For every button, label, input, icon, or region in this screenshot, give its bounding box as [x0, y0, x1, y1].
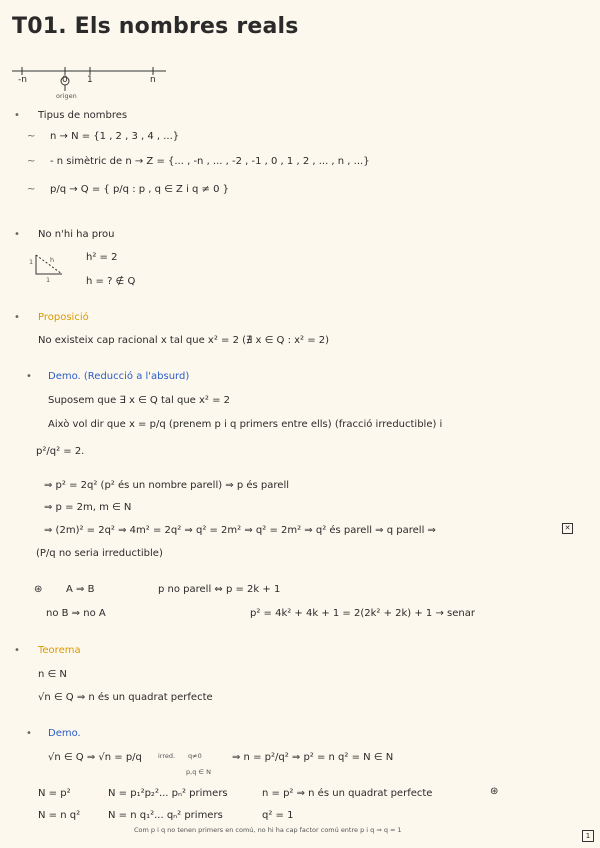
- demo-line: (P/q no seria irreductible): [36, 548, 163, 559]
- demo-line: A ⇒ B: [66, 584, 95, 595]
- theorem-heading: Teorema: [38, 645, 81, 656]
- contradiction-symbol: ✕: [562, 523, 573, 534]
- note-circle-marker: ⊛: [34, 584, 43, 595]
- note-circle-marker: ⊛: [490, 786, 499, 797]
- demo-line: N = n q₁²... qₙ² primers: [108, 810, 223, 821]
- proposition-statement: No existeix cap racional x tal que x² = 2 (∄ x ∈ Q : x² = 2): [38, 335, 330, 346]
- demo-line: Suposem que ∃ x ∈ Q tal que x² = 2: [48, 395, 231, 406]
- section-heading-types: Tipus de nombres: [38, 110, 128, 121]
- bullet-dot: •: [26, 728, 32, 739]
- number-line: [0, 0, 600, 110]
- page-title: T01. Els nombres reals: [12, 14, 299, 39]
- bullet-dot: •: [14, 229, 20, 240]
- bullet-dot: •: [14, 110, 20, 121]
- demo-line: no B ⇒ no A: [46, 608, 106, 619]
- demo-line: p² = 4k² + 4k + 1 = 2(2k² + 2k) + 1 → senar: [250, 608, 475, 619]
- triangle-hypotenuse-label: h: [50, 256, 55, 264]
- bullet-dot: •: [14, 645, 20, 656]
- demo-line: ⇒ (2m)² = 2q² ⇒ 4m² = 2q² ⇒ q² = 2m² ⇒ q² = 2m² ⇒ q² és parell ⇒ q parell ⇒: [44, 525, 436, 536]
- demo-line: N = p²: [38, 788, 71, 799]
- demo-line: p no parell ⇔ p = 2k + 1: [158, 584, 281, 595]
- dash-marker: ~: [27, 184, 36, 195]
- tick-label-n: n: [150, 75, 156, 85]
- bullet-dot: •: [14, 312, 20, 323]
- integers-line: - n simètric de n → Z = {... , -n , ... , -2 , -1 , 0 , 1 , 2 , ... , n , ...}: [50, 156, 370, 167]
- demo-note: p,q ∈ N: [186, 768, 211, 776]
- demo-line: n = p² ⇒ n és un quadrat perfecte: [262, 788, 433, 799]
- naturals-line: n → N = {1 , 2 , 3 , 4 , ...}: [50, 131, 180, 142]
- section-heading-not-enough: No n'hi ha prou: [38, 229, 115, 240]
- demo-line: Això vol dir que x = p/q (prenem p i q primers entre ells) (fracció irreductible) i: [48, 419, 443, 430]
- theorem-line: √n ∈ Q ⇒ n és un quadrat perfecte: [38, 692, 213, 703]
- h-squared-line: h² = 2: [86, 252, 118, 263]
- origin-label: origen: [56, 92, 77, 100]
- demo-line: ⇒ p² = 2q² (p² és un nombre parell) ⇒ p és parell: [44, 480, 290, 491]
- rationals-line: p/q → Q = { p/q : p , q ∈ Z i q ≠ 0 }: [50, 184, 230, 195]
- demo-footnote: Com p i q no tenen primers en comú, no hi ha cap factor comú entre p i q ⇒ q = 1: [134, 826, 402, 834]
- demo-line: ⇒ p = 2m, m ∈ N: [44, 502, 132, 513]
- demo-line: N = p₁²p₂²... pₙ² primers: [108, 788, 228, 799]
- demo-line: p²/q² = 2.: [36, 446, 85, 457]
- demo-note: q≠0: [188, 752, 202, 760]
- triangle-side-label: 1: [29, 258, 34, 266]
- demo-heading: Demo. (Reducció a l'absurd): [48, 371, 190, 382]
- demo-line: √n ∈ Q ⇒ √n = p/q: [48, 752, 142, 763]
- tick-label-neg-n: -n: [18, 75, 27, 85]
- demo-note: irred.: [158, 752, 176, 760]
- demo-line: q² = 1: [262, 810, 294, 821]
- theorem-line: n ∈ N: [38, 669, 67, 680]
- tick-label-one: 1: [87, 75, 93, 85]
- triangle-side-label: 1: [46, 276, 51, 284]
- demo-line: N = n q²: [38, 810, 81, 821]
- bullet-dot: •: [26, 371, 32, 382]
- dash-marker: ~: [27, 156, 36, 167]
- dash-marker: ~: [27, 131, 36, 142]
- right-triangle-diagram: [0, 0, 80, 300]
- tick-label-zero: 0: [62, 75, 68, 85]
- demo-line: ⇒ n = p²/q² ⇒ p² = n q² = N ∈ N: [232, 752, 394, 763]
- page-number: 1: [582, 830, 594, 842]
- demo-heading: Demo.: [48, 728, 81, 739]
- h-not-rational-line: h = ? ∉ Q: [86, 276, 136, 287]
- proposition-heading: Proposició: [38, 312, 89, 323]
